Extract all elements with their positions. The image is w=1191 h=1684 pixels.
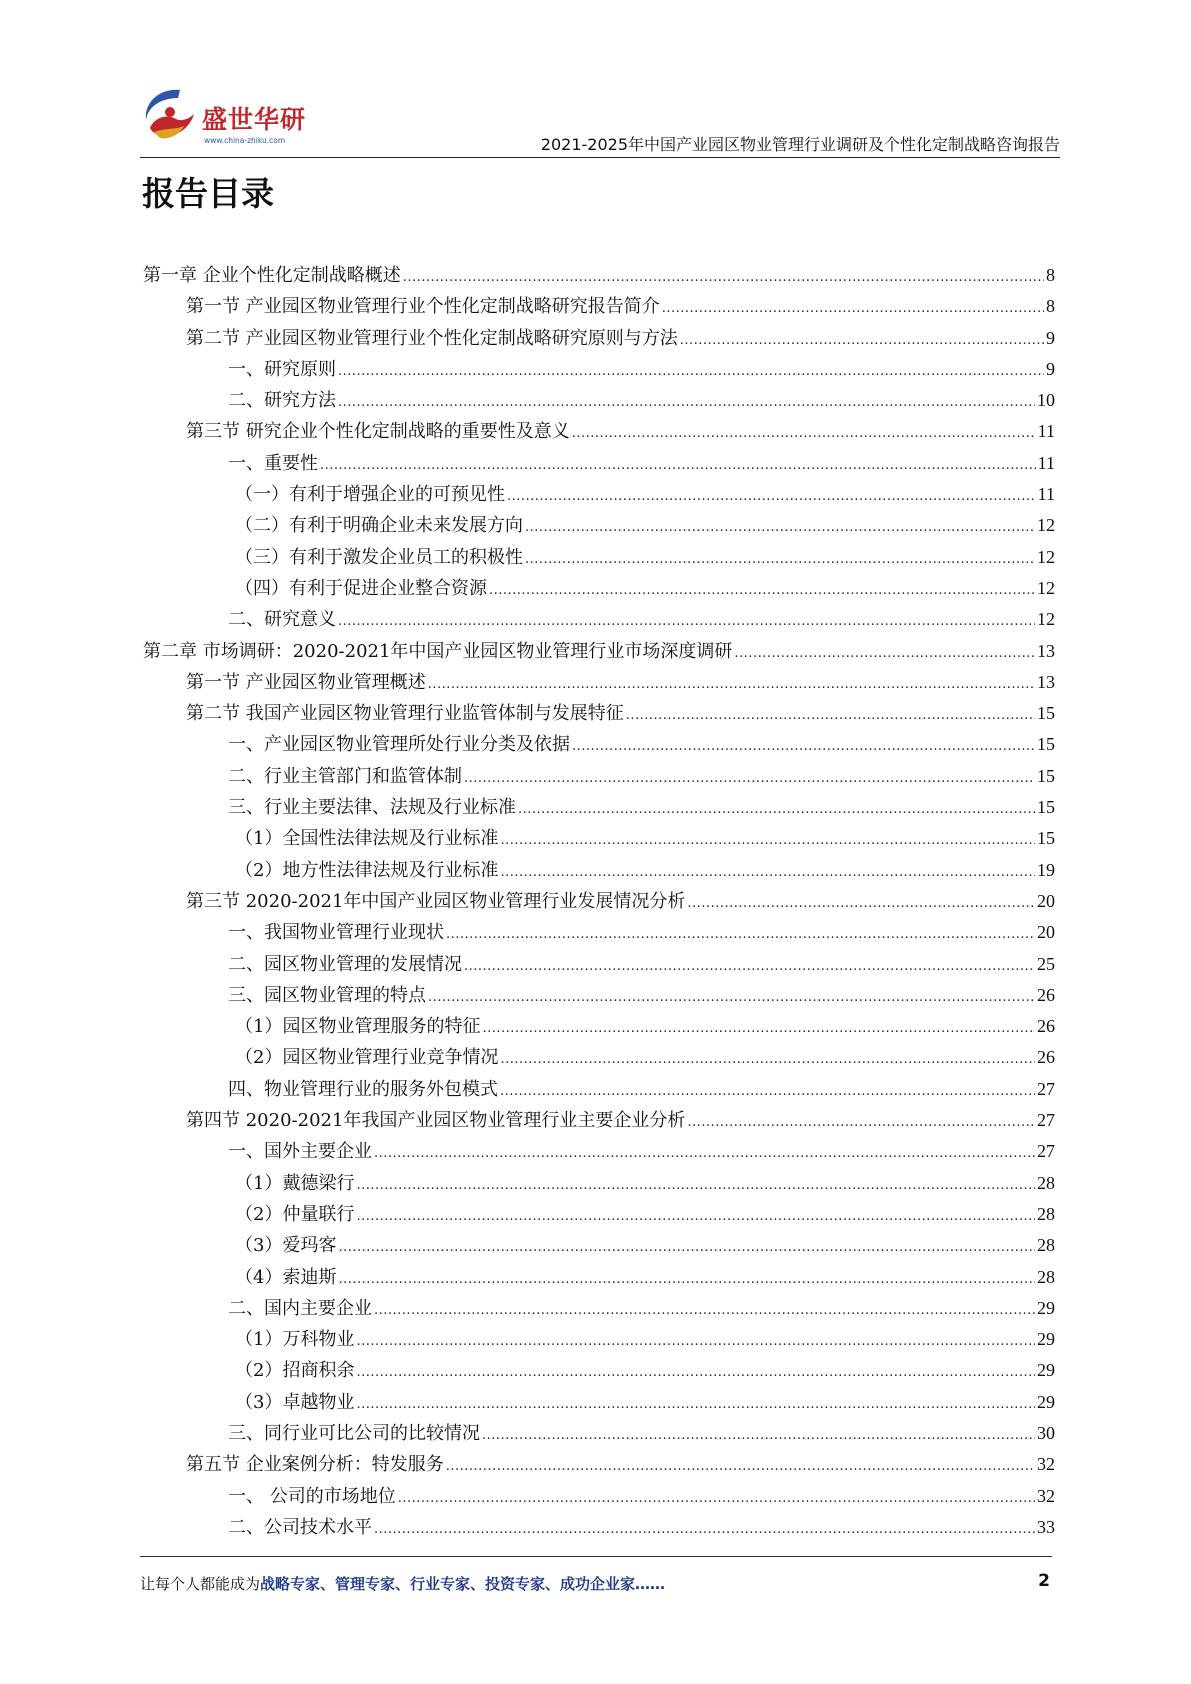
toc-entry-title: 一、研究原则 (228, 358, 336, 380)
toc-entry[interactable] (143, 1355, 1055, 1386)
toc-entry[interactable] (143, 1262, 1055, 1293)
toc-entry-page: 28 (1037, 1235, 1055, 1256)
toc-dot-leader (489, 573, 1035, 606)
page-number: 2 (1038, 1571, 1050, 1591)
toc-entry-title: 一、我国物业管理行业现状 (228, 922, 444, 944)
toc-dot-leader (482, 1418, 1035, 1451)
toc-dot-leader (446, 1449, 1035, 1482)
toc-entry-title: 第三节 研究企业个性化定制战略的重要性及意义 (186, 421, 570, 443)
toc-entry[interactable] (143, 729, 1055, 760)
toc-entry-page: 15 (1037, 703, 1055, 724)
toc-entry-title: （三）有利于激发企业员工的积极性 (235, 546, 523, 568)
toc-entry-title: 一、国外主要企业 (228, 1141, 372, 1163)
toc-entry-page: 15 (1037, 734, 1055, 755)
toc-entry-title: 三、行业主要法律、法规及行业标准 (228, 797, 516, 819)
toc-dot-leader (428, 667, 1035, 700)
toc-entry-title: 二、研究方法 (228, 390, 336, 412)
toc-dot-leader (338, 354, 1044, 387)
toc-entry-title: 二、公司技术水平 (228, 1516, 372, 1538)
toc-dot-leader (374, 1512, 1035, 1545)
toc-entry[interactable] (143, 636, 1055, 667)
toc-entry[interactable] (143, 448, 1055, 479)
toc-entry-title: 三、园区物业管理的特点 (228, 984, 426, 1006)
toc-entry-page: 12 (1037, 515, 1055, 536)
toc-entry-title: （4）索迪斯 (235, 1266, 337, 1288)
toc-entry-title: 第一章 企业个性化定制战略概述 (143, 265, 401, 286)
toc-entry-title: 第三节 2020-2021年中国产业园区物业管理行业发展情况分析 (186, 890, 686, 912)
toc-entry[interactable] (143, 1105, 1055, 1136)
toc-entry[interactable] (143, 949, 1055, 980)
toc-entry-title: 二、园区物业管理的发展情况 (228, 953, 462, 975)
company-logo (140, 84, 330, 154)
toc-entry-title: 第二节 产业园区物业管理行业个性化定制战略研究原则与方法 (186, 327, 678, 349)
footer-slogan (140, 1573, 665, 1594)
toc-dot-leader (572, 416, 1036, 449)
toc-entry-page: 27 (1037, 1078, 1055, 1099)
toc-dot-leader (356, 1324, 1035, 1357)
logo-swoosh-icon (140, 84, 204, 148)
toc-entry-title: （二）有利于明确企业未来发展方向 (235, 515, 523, 537)
toc-entry[interactable] (143, 667, 1055, 698)
toc-entry[interactable] (143, 761, 1055, 792)
toc-dot-leader (338, 1230, 1035, 1263)
toc-entry-page: 20 (1037, 922, 1055, 943)
toc-entry[interactable] (143, 1293, 1055, 1324)
toc-entry-page: 29 (1037, 1360, 1055, 1381)
toc-entry-page: 15 (1037, 828, 1055, 849)
toc-entry-page: 30 (1037, 1422, 1055, 1443)
toc-entry[interactable] (143, 260, 1055, 291)
slogan-highlight: 战略专家、管理专家、行业专家、投资专家、成功企业家…… (260, 1575, 666, 1593)
toc-entry-page: 19 (1037, 859, 1055, 880)
toc-entry-page: 12 (1037, 609, 1055, 630)
toc-entry[interactable] (143, 1042, 1055, 1073)
toc-entry-title: （3）卓越物业 (235, 1391, 355, 1413)
toc-dot-leader (398, 1481, 1035, 1514)
toc-entry-title: 第一节 产业园区物业管理概述 (186, 671, 426, 693)
toc-entry-page: 29 (1037, 1297, 1055, 1318)
toc-entry[interactable] (143, 823, 1055, 854)
toc-dot-leader (572, 729, 1035, 762)
toc-entry-page: 8 (1046, 265, 1055, 285)
toc-entry[interactable] (143, 980, 1055, 1011)
report-title: 2021-2025年中国产业园区物业管理行业调研及个性化定制战略咨询报告 (540, 135, 1060, 154)
toc-entry-title: 一、产业园区物业管理所处行业分类及依据 (228, 734, 570, 756)
toc-entry-title: 一、重要性 (228, 452, 318, 474)
toc-entry-title: （1）园区物业管理服务的特征 (235, 1016, 481, 1038)
toc-entry[interactable] (143, 354, 1055, 385)
toc-entry-title: （一）有利于增强企业的可预见性 (235, 484, 505, 506)
toc-entry-page: 27 (1037, 1110, 1055, 1131)
toc-entry-title: （1）万科物业 (235, 1329, 355, 1351)
toc-entry-title: （四）有利于促进企业整合资源 (235, 577, 487, 599)
toc-entry-page: 25 (1037, 953, 1055, 974)
toc-entry[interactable] (143, 1481, 1055, 1512)
toc-entry-title: 第二节 我国产业园区物业管理行业监管体制与发展特征 (186, 703, 624, 725)
toc-entry-page: 10 (1037, 390, 1055, 411)
toc-entry-page: 9 (1046, 327, 1055, 348)
toc-entry-title: 二、国内主要企业 (228, 1297, 372, 1319)
page-title: 报告目录 (142, 174, 274, 213)
toc-entry-title: （2）园区物业管理行业竞争情况 (235, 1047, 499, 1069)
toc-dot-leader (525, 542, 1035, 575)
toc-dot-leader (680, 323, 1044, 356)
toc-entry[interactable] (143, 1074, 1055, 1105)
toc-dot-leader (428, 980, 1035, 1013)
toc-dot-leader (662, 291, 1044, 324)
toc-entry-page: 9 (1046, 358, 1055, 379)
toc-entry-page: 11 (1037, 452, 1055, 473)
toc-dot-leader (464, 761, 1035, 794)
toc-entry[interactable] (143, 1512, 1055, 1543)
toc-dot-leader (374, 1136, 1035, 1169)
toc-entry[interactable] (143, 416, 1055, 447)
toc-entry[interactable] (143, 1230, 1055, 1261)
toc-entry[interactable] (143, 604, 1055, 635)
toc-entry-page: 26 (1037, 1016, 1055, 1037)
toc-dot-leader (500, 1074, 1035, 1107)
toc-entry-page: 20 (1037, 890, 1055, 911)
header-divider (140, 157, 1060, 158)
toc-entry-page: 15 (1037, 797, 1055, 818)
logo-url: www.china-zhiku.com (204, 136, 286, 145)
toc-entry-title: （2）地方性法律法规及行业标准 (235, 859, 499, 881)
toc-dot-leader (518, 792, 1035, 825)
toc-dot-leader (500, 855, 1035, 888)
toc-dot-leader (338, 1262, 1035, 1295)
toc-entry[interactable] (143, 510, 1055, 541)
toc-entry-page: 27 (1037, 1141, 1055, 1162)
toc-entry-title: （3）爱玛客 (235, 1235, 337, 1257)
toc-entry[interactable] (143, 1387, 1055, 1418)
page-header (140, 78, 1060, 158)
toc-dot-leader (687, 886, 1035, 919)
toc-dot-leader (356, 1355, 1035, 1388)
toc-entry-page: 12 (1037, 546, 1055, 567)
toc-dot-leader (500, 1042, 1035, 1075)
toc-dot-leader (374, 1293, 1035, 1326)
toc-entry-page: 28 (1037, 1172, 1055, 1193)
toc-entry-page: 15 (1037, 765, 1055, 786)
toc-dot-leader (356, 1199, 1035, 1232)
toc-entry-page: 8 (1046, 296, 1055, 317)
toc-entry[interactable] (143, 291, 1055, 322)
toc-entry-title: 二、行业主管部门和监管体制 (228, 765, 462, 787)
toc-entry-title: 一、 公司的市场地位 (228, 1485, 396, 1507)
toc-entry-page: 11 (1037, 484, 1055, 505)
toc-dot-leader (482, 1011, 1035, 1044)
toc-entry[interactable] (143, 1136, 1055, 1167)
toc-entry-page: 26 (1037, 984, 1055, 1005)
toc-entry[interactable] (143, 1168, 1055, 1199)
toc-entry-title: （2）招商积余 (235, 1360, 355, 1382)
toc-entry[interactable] (143, 1449, 1055, 1480)
toc-entry[interactable] (143, 698, 1055, 729)
toc-entry-page: 32 (1037, 1485, 1055, 1506)
logo-text: 盛世华研 (202, 105, 307, 134)
toc-entry[interactable] (143, 1418, 1055, 1449)
toc-entry-title: 四、物业管理行业的服务外包模式 (228, 1078, 498, 1100)
toc-entry-page: 29 (1037, 1329, 1055, 1350)
toc-entry[interactable] (143, 792, 1055, 823)
toc-entry-page: 11 (1037, 421, 1055, 442)
toc-entry-title: （1）全国性法律法规及行业标准 (235, 828, 499, 850)
toc-entry-title: （2）仲量联行 (235, 1203, 355, 1225)
table-of-contents (143, 260, 1055, 1543)
toc-dot-leader (320, 448, 1036, 481)
toc-entry-title: 三、同行业可比公司的比较情况 (228, 1422, 480, 1444)
toc-entry-page: 29 (1037, 1391, 1055, 1412)
toc-entry[interactable] (143, 385, 1055, 416)
toc-dot-leader (446, 917, 1035, 950)
toc-dot-leader (687, 1105, 1035, 1138)
toc-entry-page: 28 (1037, 1266, 1055, 1287)
toc-entry-page: 13 (1037, 671, 1055, 692)
toc-dot-leader (338, 604, 1035, 637)
toc-entry-page: 26 (1037, 1047, 1055, 1068)
toc-dot-leader (500, 823, 1035, 856)
toc-entry-title: 第四节 2020-2021年我国产业园区物业管理行业主要企业分析 (186, 1110, 686, 1132)
toc-entry[interactable] (143, 479, 1055, 510)
footer-divider (140, 1556, 1052, 1557)
slogan-prefix: 让每个人都能成为 (140, 1575, 261, 1593)
toc-entry[interactable] (143, 917, 1055, 948)
toc-entry[interactable] (143, 1011, 1055, 1042)
toc-entry-page: 32 (1037, 1454, 1055, 1475)
toc-dot-leader (525, 510, 1035, 543)
toc-dot-leader (734, 636, 1035, 669)
toc-entry-page: 28 (1037, 1203, 1055, 1224)
toc-dot-leader (356, 1387, 1035, 1420)
toc-entry[interactable] (143, 1199, 1055, 1230)
toc-entry-page: 33 (1037, 1516, 1055, 1537)
toc-entry-title: 第二章 市场调研：2020-2021年中国产业园区物业管理行业市场深度调研 (143, 640, 733, 662)
toc-entry-title: 二、研究意义 (228, 609, 336, 631)
toc-entry-title: 第五节 企业案例分析：特发服务 (186, 1454, 444, 1476)
toc-entry-page: 13 (1037, 640, 1055, 661)
toc-dot-leader (338, 385, 1035, 418)
toc-dot-leader (356, 1168, 1035, 1201)
toc-entry[interactable] (143, 886, 1055, 917)
toc-entry-title: （1）戴德梁行 (235, 1172, 355, 1194)
toc-entry[interactable] (143, 1324, 1055, 1355)
toc-dot-leader (464, 949, 1035, 982)
toc-dot-leader (403, 260, 1044, 293)
toc-entry[interactable] (143, 323, 1055, 354)
toc-dot-leader (507, 479, 1036, 512)
toc-entry[interactable] (143, 855, 1055, 886)
toc-entry-page: 12 (1037, 577, 1055, 598)
toc-dot-leader (626, 698, 1035, 731)
toc-entry[interactable] (143, 542, 1055, 573)
toc-entry-title: 第一节 产业园区物业管理行业个性化定制战略研究报告简介 (186, 296, 660, 318)
toc-entry[interactable] (143, 573, 1055, 604)
